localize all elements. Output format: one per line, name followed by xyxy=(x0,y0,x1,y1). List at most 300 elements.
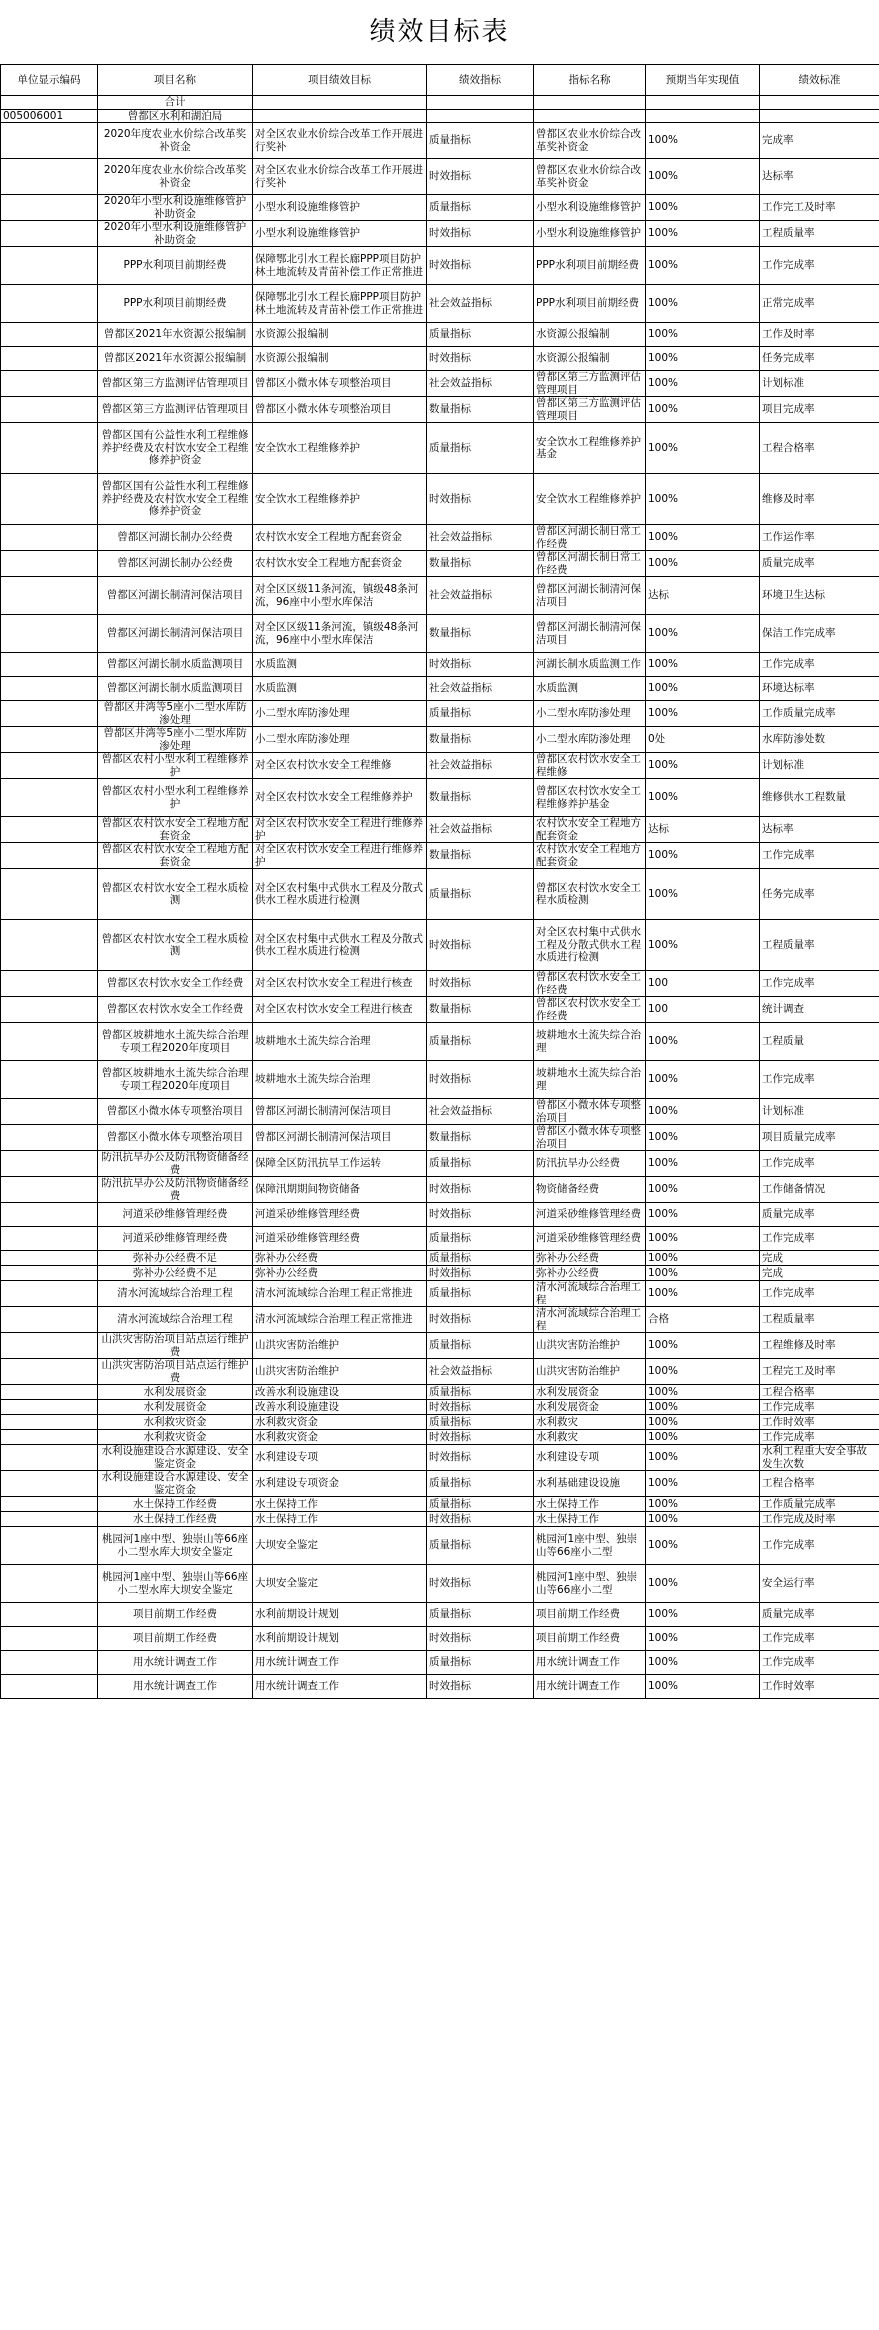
cell-standard: 环境卫生达标 xyxy=(760,577,879,615)
page-title: 绩效目标表 xyxy=(369,17,510,47)
cell-expected-value: 100 xyxy=(646,971,760,997)
cell-indicator-type: 社会效益指标 xyxy=(427,285,534,323)
cell-standard: 完成 xyxy=(760,1266,879,1281)
cell-standard: 工程完工及时率 xyxy=(760,1359,879,1385)
cell-project-target: 水质监测 xyxy=(253,677,427,701)
cell-indicator-type: 质量指标 xyxy=(427,1651,534,1675)
cell-expected-value: 100% xyxy=(646,1415,760,1430)
cell-project-name: 曾都区小微水体专项整治项目 xyxy=(98,1125,253,1151)
table-row xyxy=(1,1430,879,1445)
cell-indicator-name: 曾都区农村饮水安全工程水质检测 xyxy=(534,869,646,920)
cell-indicator-type xyxy=(427,109,534,123)
cell-unit-code xyxy=(1,677,98,701)
cell-project-target: 水利建设专项 xyxy=(253,1445,427,1471)
cell-project-name: 曾都区河湖长制办公经费 xyxy=(98,525,253,551)
cell-project-name: 曾都区国有公益性水利工程维修养护经费及农村饮水安全工程维修养护资金 xyxy=(98,474,253,525)
cell-unit-code xyxy=(1,1151,98,1177)
cell-indicator-name xyxy=(534,109,646,123)
cell-standard: 工程合格率 xyxy=(760,423,879,474)
cell-standard: 工作完成率 xyxy=(760,1627,879,1651)
cell-expected-value: 100% xyxy=(646,1471,760,1497)
cell-project-target: 水土保持工作 xyxy=(253,1497,427,1512)
cell-standard: 工程质量率 xyxy=(760,221,879,247)
cell-expected-value: 100% xyxy=(646,1177,760,1203)
cell-standard: 工程质量 xyxy=(760,1023,879,1061)
table-row xyxy=(1,323,879,347)
cell-indicator-name: 水土保持工作 xyxy=(534,1512,646,1527)
cell-project-target: 小型水利设施维修管护 xyxy=(253,221,427,247)
cell-indicator-type: 社会效益指标 xyxy=(427,817,534,843)
cell-expected-value: 100% xyxy=(646,159,760,195)
cell-project-name: 水利设施建设合水源建设、安全鉴定资金 xyxy=(98,1445,253,1471)
cell-unit-code xyxy=(1,577,98,615)
cell-project-target: 水利前期设计规划 xyxy=(253,1627,427,1651)
cell-project-name: 水利设施建设合水源建设、安全鉴定资金 xyxy=(98,1471,253,1497)
cell-project-target: 对全区农村饮水安全工程进行维修养护 xyxy=(253,843,427,869)
cell-project-name: 合计 xyxy=(98,96,253,110)
cell-unit-code xyxy=(1,753,98,779)
cell-expected-value: 100% xyxy=(646,285,760,323)
cell-standard: 工作完成率 xyxy=(760,1527,879,1565)
cell-indicator-type: 质量指标 xyxy=(427,1527,534,1565)
table-row xyxy=(1,869,879,920)
cell-indicator-type: 数量指标 xyxy=(427,727,534,753)
cell-project-target: 用水统计调查工作 xyxy=(253,1675,427,1699)
cell-project-name: 防汛抗旱办公及防汛物资储备经费 xyxy=(98,1151,253,1177)
cell-project-target: 坡耕地水土流失综合治理 xyxy=(253,1061,427,1099)
cell-indicator-type: 社会效益指标 xyxy=(427,525,534,551)
cell-indicator-type: 时效指标 xyxy=(427,1266,534,1281)
table-row xyxy=(1,615,879,653)
cell-indicator-type: 质量指标 xyxy=(427,195,534,221)
cell-expected-value: 100% xyxy=(646,843,760,869)
cell-unit-code xyxy=(1,1627,98,1651)
cell-project-name: 水土保持工作经费 xyxy=(98,1497,253,1512)
cell-project-target: 曾都区小微水体专项整治项目 xyxy=(253,397,427,423)
cell-project-target: 农村饮水安全工程地方配套资金 xyxy=(253,525,427,551)
table-row xyxy=(1,1203,879,1227)
cell-unit-code xyxy=(1,423,98,474)
cell-standard: 工程质量率 xyxy=(760,1307,879,1333)
cell-project-target: 大坝安全鉴定 xyxy=(253,1527,427,1565)
cell-indicator-type: 质量指标 xyxy=(427,1497,534,1512)
cell-project-name: 河道采砂维修管理经费 xyxy=(98,1203,253,1227)
cell-indicator-name: 山洪灾害防治维护 xyxy=(534,1359,646,1385)
cell-indicator-name: 曾都区第三方监测评估管理项目 xyxy=(534,371,646,397)
cell-standard: 达标率 xyxy=(760,817,879,843)
cell-expected-value: 100% xyxy=(646,195,760,221)
table-row xyxy=(1,1471,879,1497)
cell-indicator-name: 曾都区小微水体专项整治项目 xyxy=(534,1099,646,1125)
cell-project-name: 曾都区第三方监测评估管理项目 xyxy=(98,397,253,423)
cell-standard: 工程合格率 xyxy=(760,1471,879,1497)
header-indicator-name: 指标名称 xyxy=(534,65,646,96)
cell-unit-code xyxy=(1,474,98,525)
cell-unit-code xyxy=(1,347,98,371)
cell-indicator-name: 曾都区河湖长制清河保洁项目 xyxy=(534,577,646,615)
cell-project-target: 保障汛期期间物资储备 xyxy=(253,1177,427,1203)
cell-unit-code xyxy=(1,1099,98,1125)
cell-indicator-name: 坡耕地水土流失综合治理 xyxy=(534,1023,646,1061)
cell-project-name: 曾都区国有公益性水利工程维修养护经费及农村饮水安全工程维修养护资金 xyxy=(98,423,253,474)
cell-indicator-type: 时效指标 xyxy=(427,971,534,997)
cell-indicator-type: 数量指标 xyxy=(427,779,534,817)
cell-unit-code xyxy=(1,221,98,247)
cell-indicator-type: 质量指标 xyxy=(427,323,534,347)
cell-indicator-type: 社会效益指标 xyxy=(427,677,534,701)
table-row xyxy=(1,247,879,285)
cell-expected-value: 100% xyxy=(646,653,760,677)
cell-unit-code xyxy=(1,869,98,920)
cell-unit-code xyxy=(1,1527,98,1565)
cell-project-name: 曾都区河湖长制水质监测项目 xyxy=(98,677,253,701)
table-row xyxy=(1,551,879,577)
cell-project-target: 对全区农村饮水安全工程进行维修养护 xyxy=(253,817,427,843)
cell-indicator-name: 项目前期工作经费 xyxy=(534,1603,646,1627)
table-row xyxy=(1,109,879,123)
cell-expected-value: 100% xyxy=(646,1281,760,1307)
cell-project-name: 清水河流域综合治理工程 xyxy=(98,1307,253,1333)
cell-indicator-name: 山洪灾害防治维护 xyxy=(534,1333,646,1359)
cell-project-target: 对全区农村集中式供水工程及分散式供水工程水质进行检测 xyxy=(253,920,427,971)
cell-indicator-name: 水利发展资金 xyxy=(534,1385,646,1400)
cell-indicator-name: 物资储备经费 xyxy=(534,1177,646,1203)
cell-project-name: 山洪灾害防治项目站点运行维护费 xyxy=(98,1359,253,1385)
cell-indicator-type: 质量指标 xyxy=(427,1471,534,1497)
cell-standard: 任务完成率 xyxy=(760,347,879,371)
cell-standard: 计划标准 xyxy=(760,371,879,397)
cell-standard: 正常完成率 xyxy=(760,285,879,323)
cell-indicator-type: 时效指标 xyxy=(427,347,534,371)
cell-project-name: 曾都区水利和湖泊局 xyxy=(98,109,253,123)
cell-unit-code xyxy=(1,1227,98,1251)
cell-standard: 保洁工作完成率 xyxy=(760,615,879,653)
cell-standard: 安全运行率 xyxy=(760,1565,879,1603)
cell-standard: 工作完成率 xyxy=(760,1430,879,1445)
cell-indicator-type: 质量指标 xyxy=(427,1227,534,1251)
cell-expected-value: 达标 xyxy=(646,577,760,615)
cell-unit-code xyxy=(1,397,98,423)
table-row xyxy=(1,1251,879,1266)
table-body xyxy=(1,96,879,1699)
cell-project-target: 保障全区防汛抗旱工作运转 xyxy=(253,1151,427,1177)
cell-indicator-name: 小型水利设施维修管护 xyxy=(534,221,646,247)
cell-expected-value: 0处 xyxy=(646,727,760,753)
cell-indicator-name: 坡耕地水土流失综合治理 xyxy=(534,1061,646,1099)
cell-project-target: 坡耕地水土流失综合治理 xyxy=(253,1023,427,1061)
cell-standard: 计划标准 xyxy=(760,753,879,779)
cell-unit-code xyxy=(1,1251,98,1266)
table-row xyxy=(1,997,879,1023)
cell-unit-code xyxy=(1,1675,98,1699)
cell-standard: 完成 xyxy=(760,1251,879,1266)
header-project-target: 项目绩效目标 xyxy=(253,65,427,96)
cell-standard: 工作时效率 xyxy=(760,1675,879,1699)
cell-project-name: 2020年度农业水价综合改革奖补资金 xyxy=(98,159,253,195)
cell-indicator-type: 数量指标 xyxy=(427,997,534,1023)
cell-project-name: 曾都区井湾等5座小二型水库防渗处理 xyxy=(98,701,253,727)
cell-project-target: 小二型水库防渗处理 xyxy=(253,727,427,753)
cell-project-name: 2020年小型水利设施维修管护补助资金 xyxy=(98,195,253,221)
table-row xyxy=(1,474,879,525)
cell-expected-value: 100% xyxy=(646,1266,760,1281)
table-row xyxy=(1,159,879,195)
cell-unit-code xyxy=(1,1061,98,1099)
cell-project-name: 曾都区2021年水资源公报编制 xyxy=(98,323,253,347)
cell-unit-code xyxy=(1,96,98,110)
cell-standard: 项目完成率 xyxy=(760,397,879,423)
cell-expected-value: 100% xyxy=(646,869,760,920)
cell-indicator-type: 社会效益指标 xyxy=(427,1099,534,1125)
cell-indicator-type: 时效指标 xyxy=(427,159,534,195)
cell-standard: 质量完成率 xyxy=(760,1603,879,1627)
cell-project-target: 小型水利设施维修管护 xyxy=(253,195,427,221)
cell-expected-value: 100% xyxy=(646,1359,760,1385)
cell-expected-value: 100% xyxy=(646,1203,760,1227)
cell-expected-value: 合格 xyxy=(646,1307,760,1333)
cell-indicator-type: 时效指标 xyxy=(427,653,534,677)
cell-expected-value: 100% xyxy=(646,1651,760,1675)
table-row xyxy=(1,1445,879,1471)
cell-expected-value: 100% xyxy=(646,1497,760,1512)
cell-project-name: PPP水利项目前期经费 xyxy=(98,247,253,285)
table-row xyxy=(1,195,879,221)
cell-indicator-type: 时效指标 xyxy=(427,1400,534,1415)
table-row xyxy=(1,347,879,371)
cell-unit-code xyxy=(1,1385,98,1400)
cell-expected-value: 100% xyxy=(646,323,760,347)
cell-project-target: 小二型水库防渗处理 xyxy=(253,701,427,727)
header-project-name: 项目名称 xyxy=(98,65,253,96)
cell-project-target: 保障鄂北引水工程长廊PPP项目防护林土地流转及青苗补偿工作正常推进 xyxy=(253,247,427,285)
cell-unit-code xyxy=(1,1203,98,1227)
table-row xyxy=(1,753,879,779)
cell-indicator-type: 时效指标 xyxy=(427,1177,534,1203)
cell-indicator-type: 时效指标 xyxy=(427,1203,534,1227)
cell-project-name: 曾都区农村饮水安全工程水质检测 xyxy=(98,869,253,920)
table-row xyxy=(1,1177,879,1203)
cell-project-name: 水利救灾资金 xyxy=(98,1430,253,1445)
cell-indicator-type: 时效指标 xyxy=(427,1445,534,1471)
cell-unit-code xyxy=(1,1307,98,1333)
cell-project-target: 清水河流域综合治理工程正常推进 xyxy=(253,1307,427,1333)
cell-indicator-type: 时效指标 xyxy=(427,1565,534,1603)
cell-expected-value: 100% xyxy=(646,371,760,397)
cell-unit-code xyxy=(1,1359,98,1385)
cell-indicator-name: 曾都区农业水价综合改革奖补资金 xyxy=(534,159,646,195)
table-row xyxy=(1,701,879,727)
table-row xyxy=(1,1125,879,1151)
cell-project-target: 大坝安全鉴定 xyxy=(253,1565,427,1603)
cell-standard: 工作储备情况 xyxy=(760,1177,879,1203)
cell-unit-code xyxy=(1,1177,98,1203)
cell-indicator-name: 农村饮水安全工程地方配套资金 xyxy=(534,843,646,869)
table-row xyxy=(1,285,879,323)
table-row xyxy=(1,1333,879,1359)
cell-expected-value: 100% xyxy=(646,1385,760,1400)
table-row xyxy=(1,123,879,159)
cell-indicator-name: 水利救灾 xyxy=(534,1415,646,1430)
cell-standard: 工作完成率 xyxy=(760,1061,879,1099)
cell-project-name: 曾都区农村饮水安全工程地方配套资金 xyxy=(98,843,253,869)
cell-project-name: 2020年度农业水价综合改革奖补资金 xyxy=(98,123,253,159)
cell-indicator-name: 桃园河1座中型、独崇山等66座小二型 xyxy=(534,1527,646,1565)
cell-project-name: 曾都区农村饮水安全工作经费 xyxy=(98,971,253,997)
cell-unit-code xyxy=(1,1023,98,1061)
cell-expected-value: 100% xyxy=(646,1603,760,1627)
cell-project-name: 山洪灾害防治项目站点运行维护费 xyxy=(98,1333,253,1359)
cell-expected-value: 100% xyxy=(646,1333,760,1359)
table-row xyxy=(1,1281,879,1307)
cell-project-target: 改善水利设施建设 xyxy=(253,1400,427,1415)
cell-project-target: 安全饮水工程维修养护 xyxy=(253,474,427,525)
table-row xyxy=(1,1359,879,1385)
cell-unit-code xyxy=(1,1333,98,1359)
table-row xyxy=(1,653,879,677)
cell-unit-code xyxy=(1,1430,98,1445)
cell-expected-value: 100% xyxy=(646,1675,760,1699)
cell-indicator-name: 防汛抗旱办公经费 xyxy=(534,1151,646,1177)
cell-unit-code xyxy=(1,653,98,677)
cell-project-name: 曾都区农村饮水安全工程水质检测 xyxy=(98,920,253,971)
cell-project-name: 曾都区农村小型水利工程维修养护 xyxy=(98,779,253,817)
cell-indicator-type: 数量指标 xyxy=(427,551,534,577)
cell-indicator-name: 水利建设专项 xyxy=(534,1445,646,1471)
cell-project-name: 用水统计调查工作 xyxy=(98,1675,253,1699)
cell-unit-code xyxy=(1,701,98,727)
cell-indicator-type: 时效指标 xyxy=(427,221,534,247)
cell-indicator-name: 曾都区河湖长制日常工作经费 xyxy=(534,551,646,577)
cell-expected-value: 100% xyxy=(646,615,760,653)
cell-indicator-name: 项目前期工作经费 xyxy=(534,1627,646,1651)
cell-standard: 工作运作率 xyxy=(760,525,879,551)
cell-unit-code xyxy=(1,247,98,285)
table-row xyxy=(1,221,879,247)
cell-unit-code xyxy=(1,1512,98,1527)
table-row xyxy=(1,1651,879,1675)
cell-indicator-name: PPP水利项目前期经费 xyxy=(534,285,646,323)
table-row xyxy=(1,1497,879,1512)
cell-project-target: 农村饮水安全工程地方配套资金 xyxy=(253,551,427,577)
cell-indicator-name: 安全饮水工程维修养护 xyxy=(534,474,646,525)
cell-indicator-type: 数量指标 xyxy=(427,843,534,869)
cell-project-name: 曾都区坡耕地水土流失综合治理专项工程2020年度项目 xyxy=(98,1023,253,1061)
cell-indicator-name: 河湖长制水质监测工作 xyxy=(534,653,646,677)
table-row xyxy=(1,817,879,843)
cell-indicator-type: 数量指标 xyxy=(427,1125,534,1151)
cell-expected-value: 100% xyxy=(646,1227,760,1251)
cell-project-target: 河道采砂维修管理经费 xyxy=(253,1203,427,1227)
cell-indicator-type: 数量指标 xyxy=(427,615,534,653)
cell-standard: 工程维修及时率 xyxy=(760,1333,879,1359)
cell-unit-code xyxy=(1,1471,98,1497)
cell-indicator-name: 对全区农村集中式供水工程及分散式供水工程水质进行检测 xyxy=(534,920,646,971)
cell-unit-code xyxy=(1,615,98,653)
cell-indicator-name: PPP水利项目前期经费 xyxy=(534,247,646,285)
cell-standard: 工作质量完成率 xyxy=(760,1497,879,1512)
cell-indicator-name: 弥补办公经费 xyxy=(534,1266,646,1281)
cell-expected-value: 100% xyxy=(646,551,760,577)
cell-expected-value: 100% xyxy=(646,347,760,371)
cell-project-target: 水利救灾资金 xyxy=(253,1415,427,1430)
cell-indicator-name: 河道采砂维修管理经费 xyxy=(534,1227,646,1251)
cell-project-target: 对全区农村集中式供水工程及分散式供水工程水质进行检测 xyxy=(253,869,427,920)
cell-unit-code xyxy=(1,1281,98,1307)
cell-indicator-name: 清水河流域综合治理工程 xyxy=(534,1281,646,1307)
cell-project-name: 曾都区河湖长制清河保洁项目 xyxy=(98,577,253,615)
cell-project-target: 曾都区小微水体专项整治项目 xyxy=(253,371,427,397)
table-row xyxy=(1,525,879,551)
cell-project-target: 对全区区级11条河流，镇级48条河流，96座中小型水库保洁 xyxy=(253,577,427,615)
cell-standard xyxy=(760,109,879,123)
cell-indicator-type: 时效指标 xyxy=(427,1061,534,1099)
cell-unit-code xyxy=(1,817,98,843)
cell-standard: 工作质量完成率 xyxy=(760,701,879,727)
cell-standard: 项目质量完成率 xyxy=(760,1125,879,1151)
table-row xyxy=(1,577,879,615)
cell-expected-value: 100% xyxy=(646,1151,760,1177)
cell-indicator-type: 质量指标 xyxy=(427,1023,534,1061)
cell-unit-code xyxy=(1,551,98,577)
cell-indicator-name: 曾都区农村饮水安全工作经费 xyxy=(534,971,646,997)
cell-indicator-name: 水资源公报编制 xyxy=(534,323,646,347)
cell-standard: 工作完成率 xyxy=(760,1281,879,1307)
cell-project-name: 水利发展资金 xyxy=(98,1385,253,1400)
cell-expected-value xyxy=(646,109,760,123)
cell-project-name: 项目前期工作经费 xyxy=(98,1627,253,1651)
cell-indicator-type: 质量指标 xyxy=(427,1251,534,1266)
cell-unit-code xyxy=(1,371,98,397)
cell-expected-value: 100% xyxy=(646,525,760,551)
cell-project-name: 曾都区农村饮水安全工程地方配套资金 xyxy=(98,817,253,843)
cell-project-target: 弥补办公经费 xyxy=(253,1251,427,1266)
cell-project-name: 水利发展资金 xyxy=(98,1400,253,1415)
cell-indicator-type: 时效指标 xyxy=(427,1627,534,1651)
cell-project-name: 2020年小型水利设施维修管护补助资金 xyxy=(98,221,253,247)
cell-project-target: 对全区农业水价综合改革工作开展进行奖补 xyxy=(253,159,427,195)
cell-project-target: 改善水利设施建设 xyxy=(253,1385,427,1400)
cell-unit-code xyxy=(1,1415,98,1430)
cell-expected-value: 100% xyxy=(646,1125,760,1151)
cell-indicator-name: 安全饮水工程维修养护基金 xyxy=(534,423,646,474)
cell-standard: 工作时效率 xyxy=(760,1415,879,1430)
cell-standard: 水库防渗处数 xyxy=(760,727,879,753)
cell-project-name: 用水统计调查工作 xyxy=(98,1651,253,1675)
cell-indicator-name: 小二型水库防渗处理 xyxy=(534,727,646,753)
cell-indicator-name: 弥补办公经费 xyxy=(534,1251,646,1266)
cell-indicator-type: 质量指标 xyxy=(427,1151,534,1177)
cell-project-name: 水土保持工作经费 xyxy=(98,1512,253,1527)
performance-target-table xyxy=(0,64,879,1699)
header-row xyxy=(1,65,879,96)
cell-project-name: 曾都区河湖长制清河保洁项目 xyxy=(98,615,253,653)
cell-standard: 工作完成率 xyxy=(760,1227,879,1251)
cell-project-target: 山洪灾害防治维护 xyxy=(253,1359,427,1385)
cell-indicator-name: 曾都区农村饮水安全工程维修 xyxy=(534,753,646,779)
cell-project-target: 水资源公报编制 xyxy=(253,323,427,347)
cell-unit-code xyxy=(1,159,98,195)
cell-project-name: 曾都区农村小型水利工程维修养护 xyxy=(98,753,253,779)
cell-indicator-type: 时效指标 xyxy=(427,1307,534,1333)
cell-indicator-type: 时效指标 xyxy=(427,474,534,525)
table-row xyxy=(1,1385,879,1400)
table-row xyxy=(1,920,879,971)
cell-project-name: 桃园河1座中型、独崇山等66座小二型水库大坝安全鉴定 xyxy=(98,1565,253,1603)
cell-indicator-type: 时效指标 xyxy=(427,1512,534,1527)
cell-unit-code xyxy=(1,1445,98,1471)
cell-project-name: 弥补办公经费不足 xyxy=(98,1266,253,1281)
cell-project-target: 水质监测 xyxy=(253,653,427,677)
